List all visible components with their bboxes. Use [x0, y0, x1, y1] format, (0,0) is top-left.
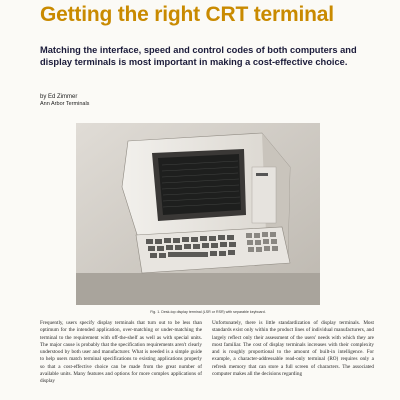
body-column-left: Frequently, users specify display terminals that turn out to be less than optimum for the intended application, over-matching or under-matching the terminal to the requirement with off-the-shelf as well as with special units. The major cause is probably that the specification requirements aren't clearly understood by both user and manufacturer. What is needed is a simple guide to help users match terminal specifications to existing applications properly so that a cost-effective choice can be made from the great number of available units. Many features and options for more complex applications of display	[40, 320, 202, 385]
crt-terminal-illustration	[76, 123, 320, 305]
article-deck: Matching the interface, speed and control codes of both computers and display terminals is most important in making a cost-effective choice.	[40, 45, 357, 67]
byline	[40, 94, 89, 107]
author-name: by Ed Zimmer	[40, 94, 78, 100]
author-affiliation: Ann Arbor Terminals	[40, 100, 90, 107]
body-column-right: Unfortunately, there is little standardization of display terminals. Most standards exist only within the product lines of individual manufacturers, and largely reflect only their assessment of the users' needs with which they are most familiar. The cost of display terminals increases with their complexity and is roughly proportional to the amount of built-in intelligence. For example, a character-addressable read-only terminal (RO) requires only a refresh memory that can store a full screen of characters. The associated computer makes all the decisions regarding	[212, 320, 374, 378]
terminal-photo	[76, 123, 320, 305]
article-title: Getting the right CRT terminal	[40, 3, 334, 26]
figure-caption: Fig. 1. Desk-top display terminal (LSR or RSR) with separable keyboard.	[150, 310, 266, 314]
